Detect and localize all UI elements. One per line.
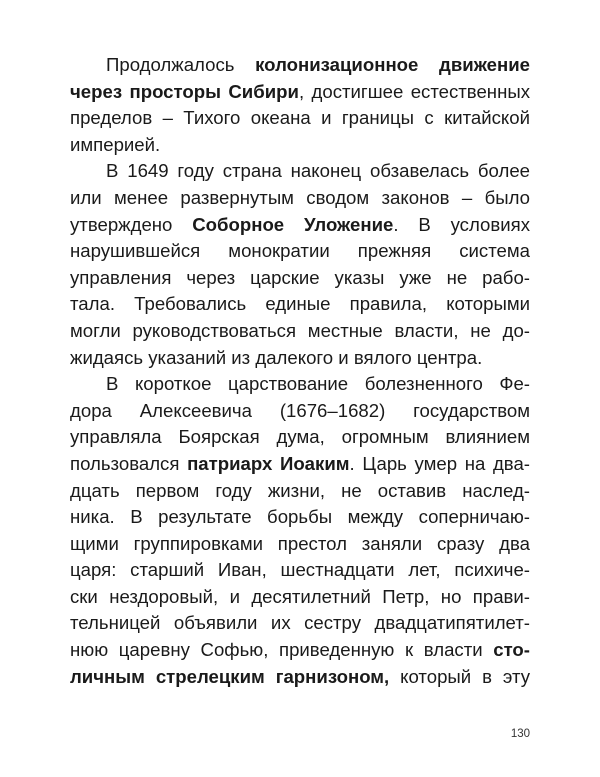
text-line (70, 451, 530, 478)
text-run: , достигшее естественных (298, 80, 531, 102)
bold-term: колонизационное движение (255, 54, 530, 75)
text-run: империей. (70, 133, 161, 155)
text-run: царя: старший Иван, шестнадцати лет, психиче- (70, 559, 530, 581)
text-line (70, 371, 530, 398)
body-text (70, 52, 530, 690)
text-line (70, 158, 530, 185)
text-run: пользовался (70, 452, 188, 474)
text-run: нарушившейся монократии прежняя система (70, 240, 530, 262)
text-line (70, 664, 530, 691)
bold-term: личным стрелецким гарнизоном, (70, 665, 390, 687)
text-run: могли руководствоваться местные власти, не до- (70, 319, 530, 341)
text-run: В 1649 году страна наконец обзавелась более (106, 160, 530, 182)
text-line (70, 212, 530, 239)
text-line (70, 238, 530, 265)
text-run: дора Алексеевича (1676–1682) государством (70, 399, 530, 421)
bold-term: через просторы Сибири (70, 80, 299, 102)
text-line (70, 478, 530, 505)
text-run: жидаясь указаний из далекого и вялого центра. (70, 346, 483, 368)
text-line (70, 52, 530, 79)
text-line (70, 398, 530, 425)
text-run: управляла Боярская дума, огромным влиянием (70, 426, 530, 448)
text-run: тельницей объявили их сестру двадцатипятилет- (70, 612, 530, 634)
text-line (70, 610, 530, 637)
text-run: пределов – Тихого океана и границы с китайской (70, 107, 530, 129)
text-run: . Царь умер на два- (349, 452, 531, 474)
text-run: который в эту (389, 665, 530, 687)
text-run: щими группировками престол заняли сразу два (70, 532, 530, 554)
bold-term: Соборное Уложение (192, 213, 394, 235)
text-run: утверждено (70, 213, 193, 235)
text-line (70, 345, 530, 372)
text-line (70, 265, 530, 292)
text-line (70, 637, 530, 664)
text-line (70, 584, 530, 611)
text-run: или менее развернутым сводом законов – было (70, 186, 530, 208)
text-run: дцать первом году жизни, не оставив наслед- (70, 479, 530, 501)
text-line (70, 105, 530, 132)
text-line (70, 531, 530, 558)
text-line (70, 504, 530, 531)
text-run: нюю царевну Софью, приведенную к власти (70, 639, 494, 661)
text-run: управления через царские указы уже не рабо- (70, 266, 530, 288)
text-run: ски нездоровый, и десятилетний Петр, но прави- (70, 585, 530, 607)
page-number: 130 (510, 728, 530, 740)
bold-term: сто- (493, 639, 530, 661)
text-run: тала. Требовались единые правила, которыми (70, 293, 530, 315)
text-run: ника. В результате борьбы между соперничаю- (70, 506, 530, 528)
text-line (70, 79, 530, 106)
text-line (70, 132, 530, 159)
bold-term: патриарх Иоаким (187, 452, 350, 474)
text-run: Продолжалось (106, 54, 256, 75)
text-line (70, 185, 530, 212)
text-run: . В условиях (393, 213, 530, 235)
text-line (70, 291, 530, 318)
text-line (70, 424, 530, 451)
text-line (70, 557, 530, 584)
text-run: В короткое царствование болезненного Фе- (106, 373, 530, 395)
text-line (70, 318, 530, 345)
